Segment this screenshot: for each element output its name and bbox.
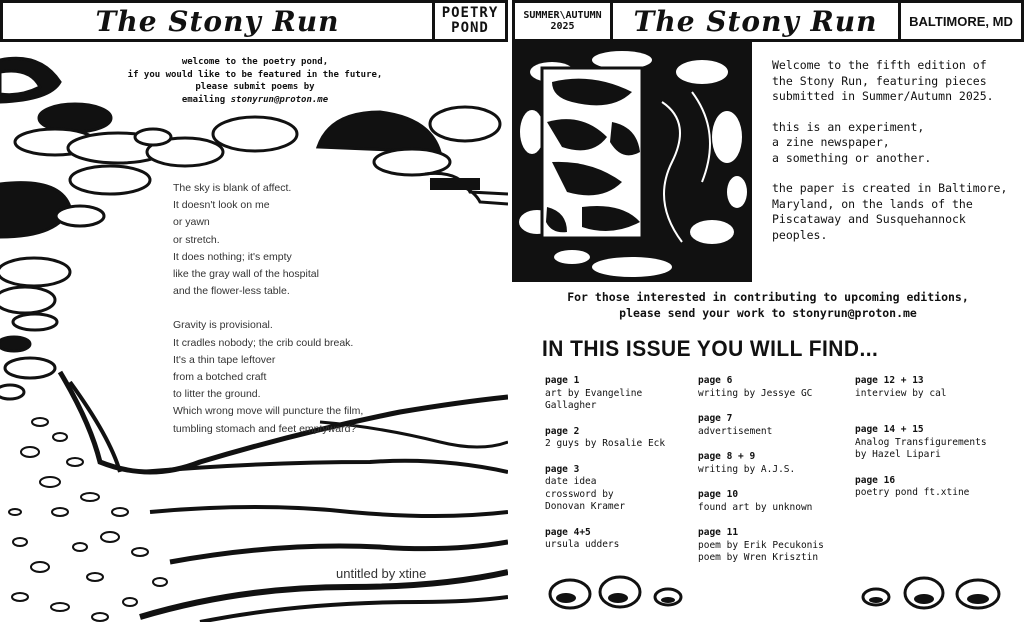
welcome-paragraph-2 <box>772 120 1012 167</box>
toc-entry <box>698 413 858 438</box>
welcome-text <box>772 58 1012 258</box>
edition-date-line2: 2025 <box>550 21 575 32</box>
toc-page: page 10 <box>698 489 739 500</box>
poem-line: and the flower-less table. <box>173 285 290 298</box>
toc-line: 2 guys by Rosalie Eck <box>545 438 666 449</box>
left-masthead <box>0 0 508 42</box>
contribute-line-2: please send your work to stonyrun@proton.me <box>619 306 917 320</box>
poem-line: to litter the ground. <box>173 388 261 401</box>
toc-line: date idea <box>545 476 597 487</box>
toc-line: advertisement <box>698 425 773 437</box>
toc-page: page 6 <box>698 375 733 386</box>
toc-entry <box>855 424 1020 462</box>
poem-credit: untitled by xtine <box>336 566 427 581</box>
welcome-paragraph-1: Welcome to the fifth edition of the Stony Run, featuring pieces submitted in Summer/Autumn 2025. <box>772 58 994 103</box>
poem-stanza-2 <box>173 317 473 437</box>
toc-entry <box>545 527 695 552</box>
poetry-pond-page <box>0 42 508 622</box>
intro-email-line <box>110 94 400 107</box>
toc-page: page 3 <box>545 463 580 475</box>
masthead-title: The Stony Run <box>613 3 901 39</box>
toc-column-2 <box>698 375 858 578</box>
cover-artwork <box>512 42 752 282</box>
poem-line: Gravity is provisional. <box>173 319 273 332</box>
edition-date-line1: SUMMER\AUTUMN <box>523 10 602 21</box>
poem-line: tumbling stomach and feet emptyward? <box>173 422 357 435</box>
contribute-line-1: For those interested in contributing to upcoming editions, <box>567 290 969 304</box>
cover-page <box>512 42 1024 622</box>
toc-entry <box>545 375 695 413</box>
toc-column-3 <box>855 375 1020 513</box>
toc-line: Gallagher <box>545 400 597 411</box>
toc-entry <box>545 464 695 514</box>
poem-line: or stretch. <box>173 233 220 246</box>
toc-entry <box>698 527 858 565</box>
toc-page: page 4+5 <box>545 526 591 538</box>
welcome-line: this is an experiment, <box>772 119 925 134</box>
welcome-paragraph-3: the paper is created in Baltimore, Maryland, on the lands of the Piscataway and Susquehannock peoples. <box>772 181 1008 242</box>
poem-line: It cradles nobody; the crib could break. <box>173 336 354 349</box>
toc-line: crossword by <box>545 488 614 500</box>
section-label-line2: POND <box>451 20 489 36</box>
poem-line: Which wrong move will puncture the film, <box>173 405 364 418</box>
poem-line: It does nothing; it's empty <box>173 250 292 263</box>
masthead-title: The Stony Run <box>3 3 435 39</box>
toc-line: writing by A.J.S. <box>698 463 796 475</box>
toc-line: by Hazel Lipari <box>855 449 941 460</box>
toc-line: poetry pond ft.xtine <box>855 487 970 498</box>
toc-line: interview by cal <box>855 387 947 399</box>
toc-entry <box>698 375 858 400</box>
toc-entry <box>855 475 1020 500</box>
intro-line: welcome to the poetry pond, <box>181 57 329 67</box>
city-label: BALTIMORE, MD <box>909 13 1013 29</box>
toc-page: page 16 <box>855 474 896 486</box>
intro-email: stonyrun@proton.me <box>230 94 329 105</box>
toc-line: Analog Transfigurements <box>855 436 987 448</box>
toc-entry <box>698 451 858 476</box>
toc-line: poem by Wren Krisztin <box>698 552 819 563</box>
edition-date <box>515 3 613 39</box>
stones-illustration-right <box>860 572 1010 612</box>
section-label-line1: POETRY <box>441 5 499 21</box>
poem-line: from a botched craft <box>173 371 267 384</box>
toc-page: page 1 <box>545 375 580 386</box>
poem-line: The sky is blank of affect. <box>173 182 292 194</box>
toc-entry <box>855 375 1020 400</box>
contribute-note <box>512 289 1024 321</box>
section-label <box>435 3 505 39</box>
poem-stanza-1 <box>173 180 473 300</box>
toc-line: found art by unknown <box>698 501 813 513</box>
poem-line: or yawn <box>173 216 210 229</box>
intro-line: if you would like to be featured in the future, <box>127 69 383 80</box>
toc-line: Donovan Kramer <box>545 501 626 512</box>
poetry-pond-intro <box>110 56 400 106</box>
toc-line: ursula udders <box>545 539 620 550</box>
toc-column-1 <box>545 375 695 565</box>
toc-line: art by Evangeline <box>545 387 643 399</box>
toc-entry <box>545 426 695 451</box>
welcome-line: a zine newspaper, <box>772 135 890 149</box>
toc-line: writing by Jessye GC <box>698 387 813 399</box>
toc-page: page 12 + 13 <box>855 375 924 386</box>
stones-illustration-left <box>548 572 688 612</box>
poem-body <box>173 180 473 455</box>
poem-line: It's a thin tape leftover <box>173 353 276 366</box>
right-masthead <box>512 0 1024 42</box>
poem-line: It doesn't look on me <box>173 199 270 212</box>
toc-entry <box>698 489 858 514</box>
toc-line: poem by Erik Pecukonis <box>698 539 824 551</box>
issue-heading: IN THIS ISSUE YOU WILL FIND... <box>542 336 879 361</box>
toc-page: page 7 <box>698 413 733 424</box>
intro-line: please submit poems by <box>195 82 315 92</box>
welcome-line: a something or another. <box>772 150 932 165</box>
intro-email-prefix: emailing <box>181 94 231 105</box>
toc-page: page 8 + 9 <box>698 451 756 462</box>
toc-page: page 14 + 15 <box>855 424 924 435</box>
poem-line: like the gray wall of the hospital <box>173 268 319 281</box>
toc-page: page 11 <box>698 527 739 538</box>
toc-page: page 2 <box>545 425 580 437</box>
